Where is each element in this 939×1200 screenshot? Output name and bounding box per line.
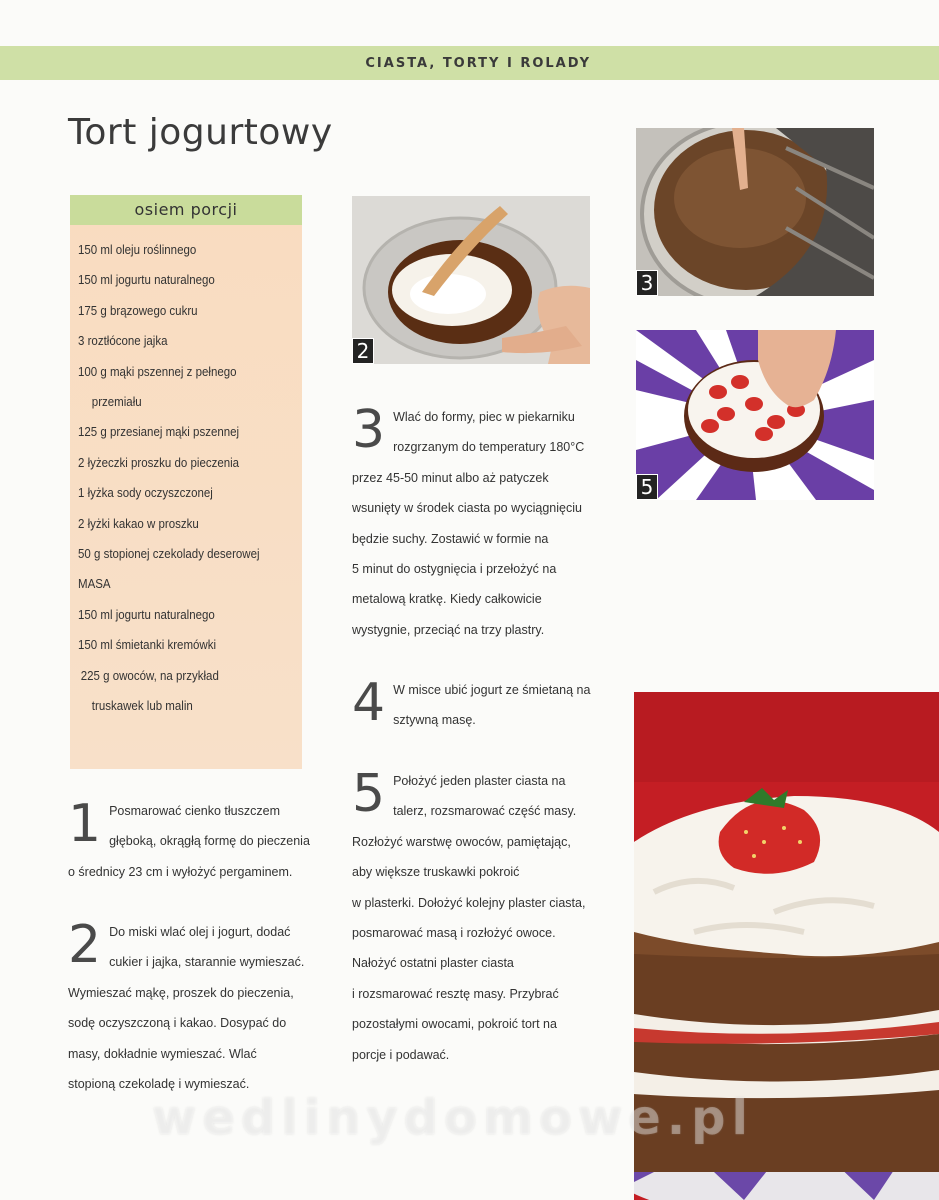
step-line: porcje i podawać. (352, 1047, 450, 1062)
step-line: Wymieszać mąkę, proszek do pieczenia, (68, 985, 294, 1000)
photo-step-number: 3 (636, 270, 658, 296)
ingredient-item: 2 łyżki kakao w proszku (78, 516, 199, 531)
step-line: rozgrzanym do temperatury 180°C (393, 440, 585, 455)
watermark: wedlinydomowe.pl (152, 1090, 754, 1146)
step-line: pozostałymi owocami, pokroić tort na (352, 1017, 557, 1032)
step-1 (68, 796, 318, 887)
ingredients-list (70, 225, 302, 722)
section-header-band (0, 46, 939, 80)
ingredient-item: 50 g stopionej czekolady deserowej (78, 547, 260, 562)
ingredients-box (70, 195, 302, 769)
ingredient-item: 125 g przesianej mąki pszennej (78, 425, 240, 440)
step-line: będzie suchy. Zostawić w formie na (352, 531, 549, 546)
ingredient-item: 150 ml jogurtu naturalnego (78, 273, 215, 288)
step-number: 4 (352, 673, 386, 733)
ingredient-item: 150 ml jogurtu naturalnego (78, 607, 215, 622)
step-line: głęboką, okrągłą formę do pieczenia (109, 834, 310, 849)
ingredient-item: 175 g brązowego cukru (78, 303, 198, 318)
step-line: W misce ubić jogurt ze śmietaną na (393, 683, 591, 697)
step-line: 5 minut do ostygnięcia i przełożyć na (352, 562, 557, 577)
ingredient-item: 3 roztłócone jajka (78, 334, 168, 349)
servings-heading: osiem porcji (70, 195, 302, 225)
step-line: Położyć jeden plaster ciasta na (393, 774, 566, 788)
step-line: Do miski wlać olej i jogurt, dodać (109, 925, 291, 939)
ingredient-item: 100 g mąki pszennej z pełnego (78, 364, 237, 379)
step-line: wystygnie, przeciąć na trzy plastry. (352, 622, 545, 637)
ingredient-item: 1 łyżka sody oczyszczonej (78, 486, 213, 501)
step-line: przez 45-50 minut albo aż patyczek (352, 470, 549, 485)
step-line: sodę oczyszczoną i kakao. Dosypać do (68, 1016, 287, 1031)
step-line: wsunięty w środek ciasta po wyciągnięciu (352, 501, 582, 516)
step-number: 1 (68, 794, 102, 854)
photo-step-3 (636, 128, 874, 296)
step-line: Rozłożyć warstwę owoców, pamiętając, (352, 834, 571, 849)
step-line: posmarować masą i rozłożyć owoce. (352, 926, 556, 941)
mixing-bowl-illustration (352, 196, 590, 364)
step-4 (352, 675, 602, 736)
ingredient-item: przemiału (91, 395, 142, 410)
photo-step-number: 2 (352, 338, 374, 364)
ingredient-subheading: MASA (78, 577, 111, 592)
step-line: w plasterki. Dołożyć kolejny plaster ciasta, (352, 895, 586, 910)
step-line: cukier i jajka, starannie wymieszać. (109, 955, 305, 970)
step-line: metalową kratkę. Kiedy całkowicie (352, 592, 542, 607)
step-line: talerz, rozsmarować część masy. (393, 804, 577, 819)
ingredient-item: 150 ml oleju roślinnego (78, 243, 197, 257)
photo-step-number: 5 (636, 474, 658, 500)
section-title: CIASTA, TORTY I ROLADY (365, 56, 591, 71)
photo-step-5 (636, 330, 874, 500)
ingredient-item: 150 ml śmietanki kremówki (78, 638, 217, 653)
ingredient-item: 2 łyżeczki proszku do pieczenia (78, 455, 240, 470)
recipe-title: Tort jogurtowy (68, 112, 333, 153)
step-line: Wlać do formy, piec w piekarniku (393, 410, 575, 424)
step-line: Posmarować cienko tłuszczem (109, 804, 280, 818)
step-number: 3 (352, 400, 386, 460)
step-3 (352, 402, 602, 645)
step-number: 2 (68, 915, 102, 975)
step-number: 5 (352, 764, 386, 824)
step-5 (352, 766, 602, 1070)
step-line: o średnicy 23 cm i wyłożyć pergaminem. (68, 864, 293, 879)
step-line: i rozsmarować resztę masy. Przybrać (352, 986, 559, 1001)
ingredient-item: 225 g owoców, na przykład (80, 668, 219, 683)
ingredient-item: truskawek lub malin (91, 699, 193, 714)
step-2 (68, 917, 318, 1099)
step-line: stopioną czekoladę i wymieszać. (68, 1077, 250, 1092)
step-line: masy, dokładnie wymieszać. Wlać (68, 1046, 257, 1061)
step-line: sztywną masę. (393, 713, 476, 728)
plate-strawberries-illustration (636, 330, 874, 500)
step-line: aby większe truskawki pokroić (352, 865, 520, 880)
cake-tin-illustration (636, 128, 874, 296)
photo-step-2 (352, 196, 590, 364)
step-line: Nałożyć ostatni plaster ciasta (352, 956, 514, 971)
